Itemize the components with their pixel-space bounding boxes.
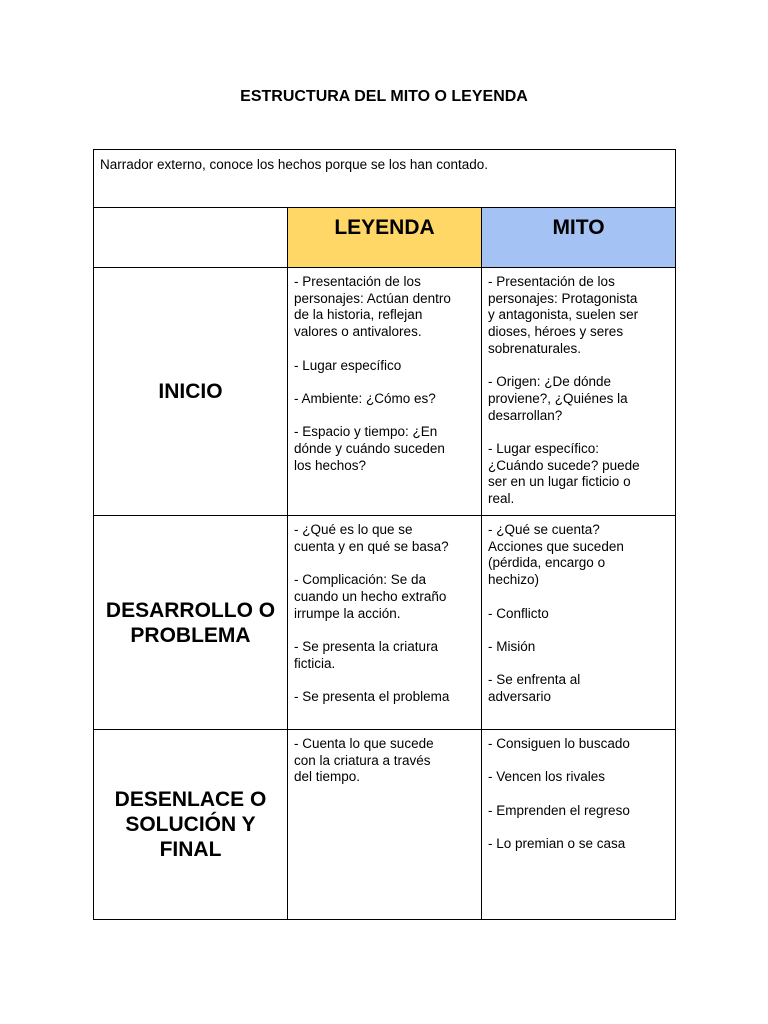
- row-label-inicio: INICIO: [94, 268, 288, 515]
- mito-cell-desenlace: [482, 730, 675, 919]
- list-item: - Lugar específico: [294, 357, 402, 373]
- mito-cell-inicio: [482, 268, 675, 515]
- list-item: - Origen: ¿De dónde proviene?, ¿Quiénes la desarrollan?: [488, 374, 628, 423]
- leyenda-header: LEYENDA: [288, 208, 482, 267]
- list-item: - Emprenden el regreso: [488, 802, 630, 818]
- list-item: - Lo premian o se casa: [488, 836, 626, 852]
- list-item: - Presentación de los personajes: Protagonista y antagonista, suelen ser dioses, héroes y seres sobrenaturales.: [488, 274, 639, 356]
- list-item: - Misión: [488, 638, 536, 654]
- list-item: - Cuenta lo que sucede con la criatura a través del tiempo.: [294, 736, 434, 785]
- list-item: - Se presenta el problema: [294, 688, 450, 704]
- list-item: - Se presenta la criatura ficticia.: [294, 638, 439, 671]
- list-item: - ¿Qué se cuenta? Acciones que suceden (pérdida, encargo o hechizo): [488, 522, 624, 588]
- list-item: - Complicación: Se da cuando un hecho extraño irrumpe la acción.: [294, 572, 447, 621]
- list-item: - Consiguen lo buscado: [488, 736, 630, 751]
- mito-header: MITO: [482, 208, 675, 267]
- leyenda-cell-inicio: [288, 268, 482, 515]
- narrator-note: Narrador externo, conoce los hechos porque se los han contado.: [94, 150, 675, 208]
- structure-table: [93, 149, 676, 920]
- leyenda-cell-desarrollo: [288, 516, 482, 729]
- table-row-desarrollo: [94, 516, 675, 730]
- empty-header-cell: [94, 208, 288, 267]
- document-title: ESTRUCTURA DEL MITO O LEYENDA: [240, 88, 528, 105]
- list-item: - Ambiente: ¿Cómo es?: [294, 390, 436, 406]
- row-label-desenlace: DESENLACE O SOLUCIÓN Y FINAL: [94, 730, 288, 919]
- list-item: - Lugar específico: ¿Cuándo sucede? puede ser en un lugar ficticio o real.: [488, 441, 640, 507]
- header-row: [94, 208, 675, 268]
- table-row-inicio: [94, 268, 675, 516]
- leyenda-cell-desenlace: [288, 730, 482, 919]
- table-row-desenlace: [94, 730, 675, 919]
- list-item: - Conflicto: [488, 605, 549, 621]
- mito-cell-desarrollo: [482, 516, 675, 729]
- list-item: - Presentación de los personajes: Actúan dentro de la historia, reflejan valores o antivalores.: [294, 274, 451, 340]
- list-item: - Vencen los rivales: [488, 769, 606, 785]
- list-item: - ¿Qué es lo que se cuenta y en qué se basa?: [294, 522, 449, 554]
- row-label-desarrollo: DESARROLLO O PROBLEMA: [94, 516, 288, 729]
- list-item: - Espacio y tiempo: ¿En dónde y cuándo suceden los hechos?: [294, 424, 445, 473]
- list-item: - Se enfrenta al adversario: [488, 672, 581, 704]
